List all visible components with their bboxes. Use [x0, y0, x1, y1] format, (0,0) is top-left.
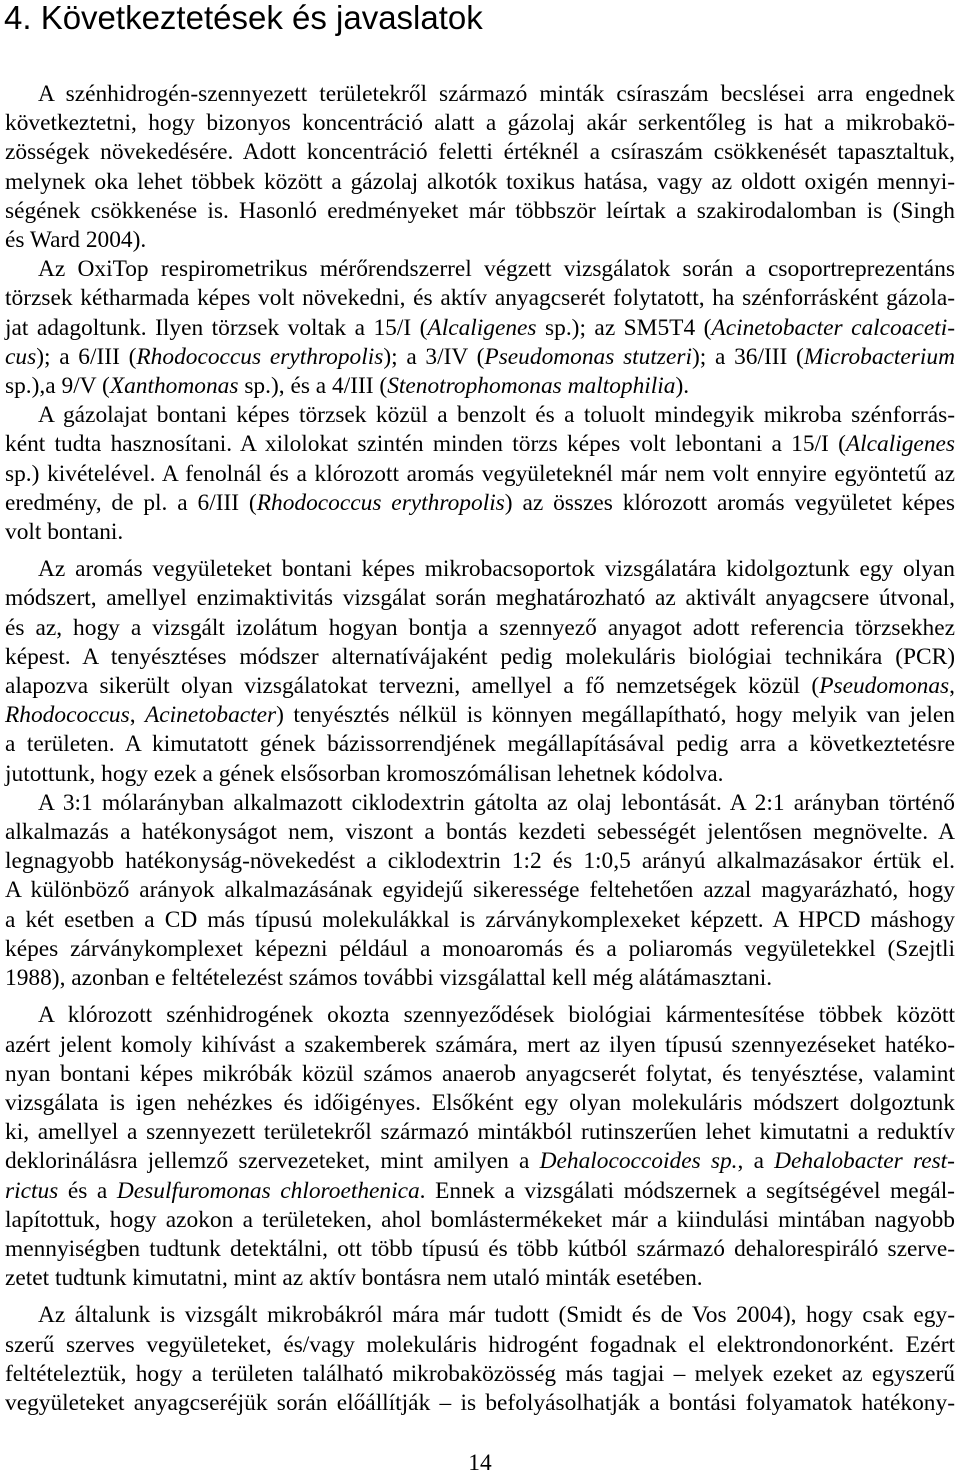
- text-run: ként tudta hasznosítani. A xilolokat szintén minden törzs képes volt lebontani a 15/I (: [5, 431, 846, 458]
- text-line: [5, 401, 955, 430]
- text-line: [5, 1331, 955, 1360]
- paragraph: [5, 80, 955, 255]
- text-line: [5, 643, 955, 672]
- text-run: vegyületeket anyagcseréjük során előállítják – is befolyásolhatják a bontási folyamatok hatékony-: [5, 1389, 955, 1416]
- text-run: a két esetben a CD más típusú molekulákkal is zárványkomplexeket képzett. A HPCD máshogy: [5, 906, 955, 933]
- text-run: jutottunk, hogy ezek a gének elsősorban kromoszómálisan lehetnek kódolva.: [5, 760, 724, 787]
- text-run: A szénhidrogén-szennyezett területekről származó minták csíraszám becslései arra engednek: [38, 81, 955, 107]
- text-run: eredmény, de pl. a 6/III (: [5, 489, 257, 516]
- text-run: és a: [58, 1177, 117, 1204]
- text-line: [5, 1060, 955, 1089]
- italic-text: rictus: [5, 1177, 59, 1204]
- italic-text: Dehalococcoides sp.: [539, 1148, 738, 1175]
- text-line: [5, 789, 955, 818]
- text-line: [5, 906, 955, 935]
- text-run: módszert, amellyel enzimaktivitás vizsgálat során meghatározható az aktivált anyagcsere útvonal,: [5, 585, 955, 612]
- text-run: ) tenyésztés nélkül is könnyen megállapítható, hogy melyik van jelen: [276, 702, 955, 729]
- body-text: [5, 80, 955, 1418]
- italic-text: Alcaligenes: [845, 431, 955, 458]
- text-run: mennyiségben tudtunk detektálni, ott több típusú és több kútból származó dehalorespiráló szerve-: [5, 1235, 955, 1262]
- text-line: [5, 430, 955, 459]
- text-run: volt bontani.: [5, 519, 124, 546]
- italic-text: Rhodococcus erythropolis: [136, 343, 384, 370]
- text-line: [5, 1360, 955, 1389]
- text-run: Az aromás vegyületeket bontani képes mikrobacsoportok vizsgálatára kidolgoztunk egy olyan: [38, 556, 955, 583]
- text-line: [5, 284, 955, 313]
- text-line: [5, 1389, 955, 1418]
- text-run: A 3:1 mólarányban alkalmazott ciklodextrin gátolta az olaj lebontását. A 2:1 arányban történő: [38, 789, 955, 816]
- text-line: [5, 168, 955, 197]
- italic-text: Xanthomonas: [109, 373, 239, 400]
- paragraph: [5, 1301, 955, 1418]
- italic-text: Pseudomonas stutzeri: [484, 343, 692, 370]
- section-heading: 4. Következtetések és javaslatok: [4, 0, 483, 36]
- text-line: [5, 226, 955, 255]
- text-line: [5, 138, 955, 167]
- text-line: [5, 584, 955, 613]
- text-line: [5, 1001, 955, 1030]
- text-run: és az, hogy a vizsgált izolátum hogyan bontja a szennyező anyagot adott referencia törzsekhez: [5, 614, 955, 641]
- text-run: lapítottuk, hogy azokon a területeken, ahol bomlástermékeket már a kiindulási mintában nagyobb: [5, 1206, 955, 1233]
- text-line: [5, 1235, 955, 1264]
- text-run: jat adagoltunk. Ilyen törzsek voltak a 15/I (: [5, 314, 428, 341]
- text-line: [5, 614, 955, 643]
- text-run: szerű szerves vegyületeket, és/vagy molekuláris hidrogént fogadnak el elektrondonorként. Ezért: [5, 1331, 955, 1358]
- text-line: [5, 935, 955, 964]
- text-run: zösségek növekedésére. Adott koncentráció feletti értéknél a csíraszám csökkenését tapasztaltuk,: [5, 139, 955, 166]
- text-line: [5, 489, 955, 518]
- text-line: [5, 109, 955, 138]
- text-line: [5, 197, 955, 226]
- text-run: sp.); az SM5T4 (: [536, 314, 712, 341]
- text-run: ségének csökkenése is. Hasonló eredményeket már többször leírtak a szakirodalomban is (Singh: [5, 197, 955, 224]
- text-line: [5, 1031, 955, 1060]
- text-line: [5, 460, 955, 489]
- text-line: [5, 1177, 955, 1206]
- text-line: [5, 818, 955, 847]
- text-run: ki, amellyel a szennyezett területekről származó mintákból rutinszerűen lehet kimutatni a reduktív: [5, 1119, 955, 1146]
- text-run: sp.) kivételével. A fenolnál és a klórozott aromás vegyületeknél már nem volt ennyire egyöntetű az: [5, 460, 955, 487]
- text-run: sp.),a 9/V (: [5, 373, 110, 400]
- text-run: 1988), azonban e feltételezést számos további vizsgálattal kell még alátámasztani.: [5, 965, 773, 992]
- italic-text: cus: [5, 343, 37, 370]
- paragraph: [5, 555, 955, 789]
- italic-text: Alcaligenes: [427, 314, 537, 341]
- text-run: , a: [737, 1148, 775, 1175]
- text-line: [5, 1089, 955, 1118]
- text-run: ); a 3/IV (: [383, 343, 485, 370]
- text-run: törzsek kétharmada képes volt növekedni, és aktív anyagcserét folytatott, ha szénforrásként gázola-: [5, 285, 955, 312]
- text-line: [5, 1206, 955, 1235]
- text-run: Az OxiTop respirometrikus mérőrendszerrel végzett vizsgálatok során a csoportreprezentáns: [38, 256, 955, 283]
- italic-text: Microbacterium: [803, 343, 955, 370]
- italic-text: Rhodococcus erythropolis: [256, 489, 505, 516]
- text-run: legnagyobb hatékonyság-növekedést a ciklodextrin 1:2 és 1:0,5 arányú alkalmazásakor értük el.: [5, 848, 955, 875]
- text-line: [5, 876, 955, 905]
- text-run: következtetni, hogy bizonyos koncentráció alatt a gázolaj akár serkentőleg is hat a mikrobakö-: [5, 110, 955, 137]
- italic-text: Stenotrophomonas maltophilia: [387, 373, 676, 400]
- text-line: [5, 760, 955, 789]
- text-run: ).: [675, 373, 690, 400]
- italic-text: Dehalobacter rest-: [774, 1148, 955, 1175]
- italic-text: Desulfuromonas chloroethenica: [116, 1177, 420, 1204]
- text-run: sp.), és a 4/III (: [238, 373, 388, 400]
- italic-text: Pseudomonas: [819, 673, 950, 700]
- text-line: [5, 1147, 955, 1176]
- text-line: [5, 847, 955, 876]
- italic-text: Acinetobacter calcoaceti-: [711, 314, 955, 341]
- text-line: [5, 701, 955, 730]
- text-line: [5, 255, 955, 284]
- text-run: ) az összes klórozott aromás vegyületet képes: [504, 489, 955, 516]
- text-run: nyan bontani képes mikróbák közül számos anaerob anyagcserét folytat, és tenyésztése, valamint: [5, 1060, 955, 1087]
- text-line: [5, 964, 955, 993]
- text-run: képest. A tenyésztéses módszer alternatívájaként pedig molekuláris biológiai technikára (PCR): [5, 643, 955, 670]
- italic-text: Acinetobacter: [144, 702, 277, 729]
- text-run: zetet tudtunk kimutatni, mint az aktív bontásra nem utaló minták esetében.: [5, 1265, 703, 1292]
- text-line: [5, 672, 955, 701]
- text-line: [5, 1264, 955, 1293]
- text-run: ); a 6/III (: [36, 343, 137, 370]
- text-run: Az általunk is vizsgált mikrobákról mára már tudott (Smidt és de Vos 2004), hogy csak egy-: [38, 1302, 955, 1329]
- text-run: képes zárványkomplexet képezni például a monoaromás és a poliaromás vegyületekkel (Szejtli: [5, 935, 955, 962]
- text-run: melynek oka lehet többek között a gázolaj alkotók toxikus hatása, vagy az oldott oxigén mennyi-: [5, 168, 955, 195]
- text-run: A klórozott szénhidrogének okozta szennyeződések biológiai kármentesítése többek között: [38, 1002, 955, 1029]
- paragraph: [5, 401, 955, 547]
- text-line: [5, 343, 955, 372]
- text-run: A gázolajat bontani képes törzsek közül a benzolt és a toluolt mindegyik mikroba szénforrás-: [38, 402, 955, 429]
- text-run: alapozva sikerült olyan vizsgálatokat tervezni, amellyel a fő nemzetségek közül (: [5, 673, 820, 700]
- text-line: [5, 372, 955, 401]
- text-run: ); a 36/III (: [691, 343, 804, 370]
- text-line: [5, 1301, 955, 1330]
- text-run: . Ennek a vizsgálati módszernek a segítségével megál-: [419, 1177, 955, 1204]
- text-run: a területen. A kimutatott gének bázissorrendjének megállapításával pedig arra a következtetésre: [5, 731, 955, 758]
- text-run: ,: [949, 673, 955, 700]
- text-run: vizsgálata is igen nehézkes és időigényes. Elsőként egy olyan molekuláris módszert dolgoztunk: [5, 1089, 955, 1116]
- text-line: [5, 314, 955, 343]
- text-line: [5, 555, 955, 584]
- page-number: 14: [468, 1450, 492, 1476]
- italic-text: Rhodococcus: [5, 702, 130, 729]
- text-run: deklorinálásra jellemző szervezeteket, mint amilyen a: [5, 1148, 540, 1175]
- text-run: feltételeztük, hogy a területen található mikrobaközösség más tagjai – melyek ezeket az egyszerű: [5, 1360, 955, 1387]
- text-line: [5, 1118, 955, 1147]
- text-run: alkalmazás a hatékonyságot nem, viszont a bontás kezdeti sebességét jelentősen megnövelte. A: [5, 819, 955, 846]
- text-line: [5, 730, 955, 759]
- paragraph: [5, 1001, 955, 1293]
- text-line: [5, 518, 955, 547]
- text-run: ,: [129, 702, 145, 729]
- text-run: és Ward 2004).: [5, 227, 147, 254]
- text-line: [5, 80, 955, 109]
- paragraph: [5, 255, 955, 401]
- text-run: A különböző arányok alkalmazásának egyidejű sikeressége feltehetően azzal magyarázható, hogy: [5, 877, 955, 904]
- text-run: azért jelent komoly kihívást a szakemberek számára, mert az ilyen típusú szennyezéseket hatéko-: [5, 1031, 955, 1058]
- paragraph: [5, 789, 955, 993]
